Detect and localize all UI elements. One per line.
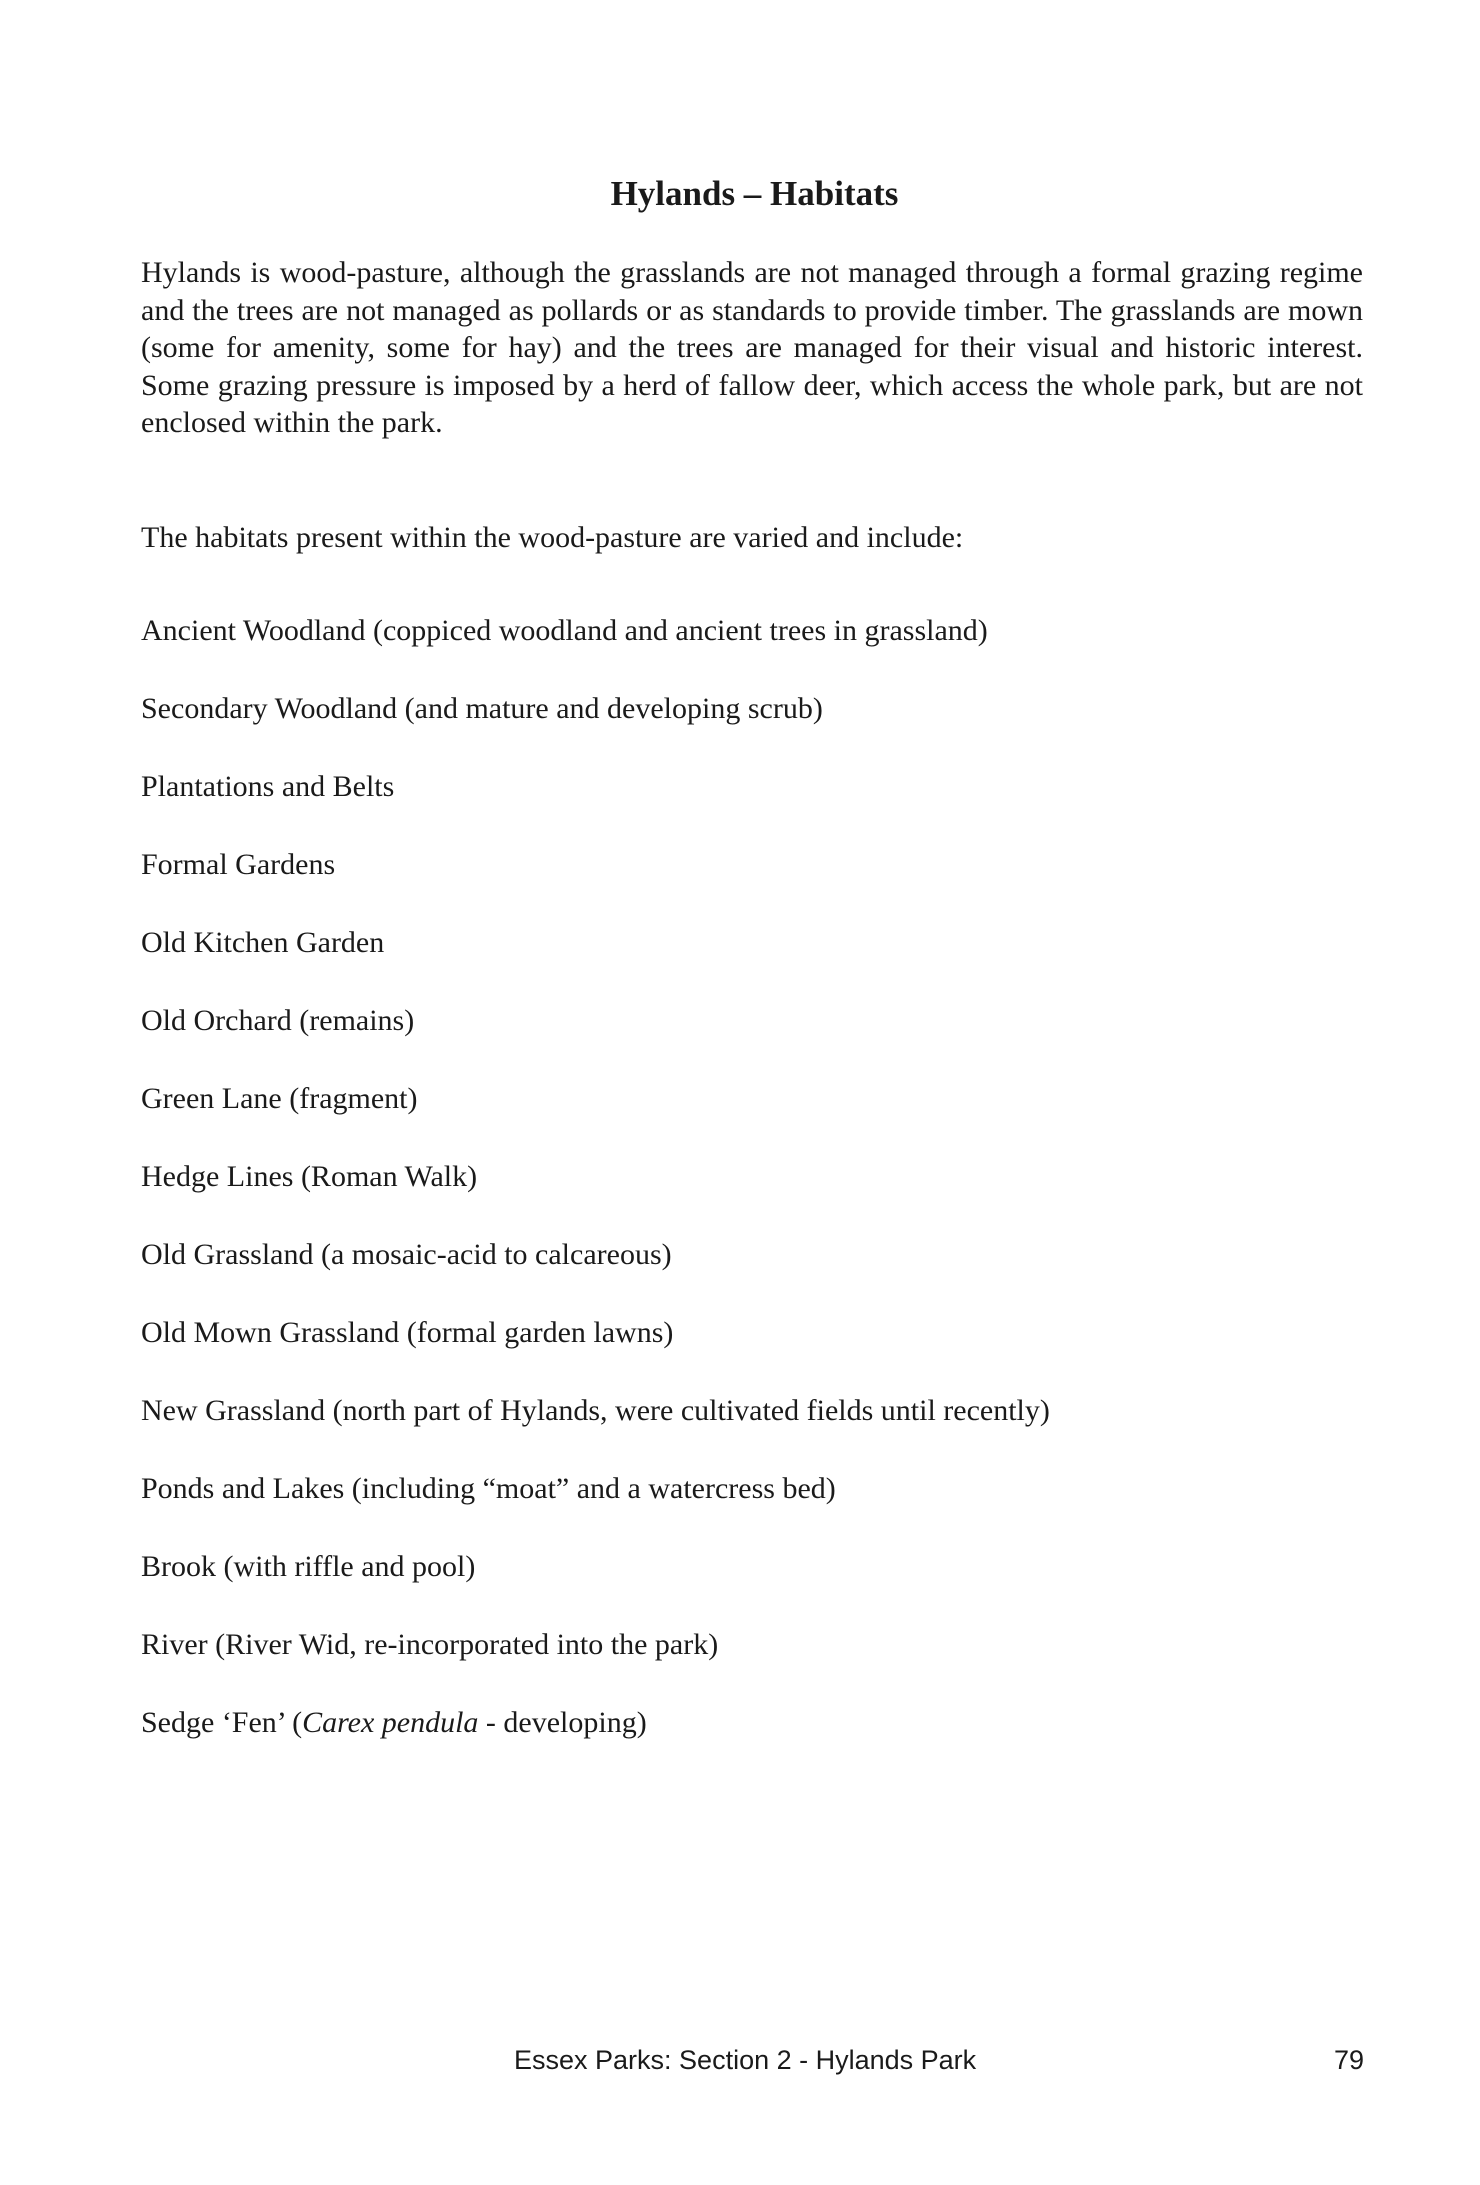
page-title: Hylands – Habitats bbox=[610, 174, 899, 213]
habitat-item-suffix: - developing) bbox=[478, 1706, 647, 1739]
habitat-item: Old Orchard (remains) bbox=[141, 1004, 415, 1037]
habitat-item: Ponds and Lakes (including “moat” and a watercress bed) bbox=[141, 1472, 836, 1505]
running-footer-title: Essex Parks: Section 2 - Hylands Park bbox=[514, 2045, 977, 2075]
habitats-list-intro: The habitats present within the wood-pasture are varied and include: bbox=[141, 521, 964, 554]
habitat-item: Old Grassland (a mosaic-acid to calcareous) bbox=[141, 1238, 672, 1271]
page-number: 79 bbox=[1333, 2045, 1364, 2075]
habitat-item: River (River Wid, re-incorporated into the park) bbox=[141, 1628, 719, 1661]
habitat-item: Old Mown Grassland (formal garden lawns) bbox=[141, 1316, 674, 1349]
species-name-italic: Carex pendula bbox=[302, 1706, 479, 1739]
habitat-item: Green Lane (fragment) bbox=[141, 1082, 418, 1115]
habitat-item: Ancient Woodland (coppiced woodland and ancient trees in grassland) bbox=[141, 614, 988, 647]
habitat-item-prefix: Sedge ‘Fen’ ( bbox=[141, 1706, 303, 1739]
habitat-item: New Grassland (north part of Hylands, were cultivated fields until recently) bbox=[141, 1394, 1050, 1427]
intro-paragraph: Hylands is wood-pasture, although the grasslands are not managed through a formal grazing regime and the trees are not managed as pollards or as standards to provide timber. The grasslands are mown (some for amenity, some for hay) and the trees are managed for their visual and historic interest. Some grazing pressure is imposed by a herd of fallow deer, which access the whole park, but are not enclosed within the park. bbox=[141, 256, 1363, 439]
habitat-item: Formal Gardens bbox=[141, 848, 336, 881]
habitat-item: Secondary Woodland (and mature and developing scrub) bbox=[141, 692, 823, 725]
habitat-item: Brook (with riffle and pool) bbox=[141, 1550, 476, 1583]
habitat-item: Hedge Lines (Roman Walk) bbox=[141, 1160, 478, 1193]
habitat-item-sedge-fen bbox=[141, 1704, 1363, 1782]
habitat-item: Plantations and Belts bbox=[141, 770, 395, 803]
habitats-list bbox=[141, 612, 1363, 1782]
habitat-item: Old Kitchen Garden bbox=[141, 926, 385, 959]
